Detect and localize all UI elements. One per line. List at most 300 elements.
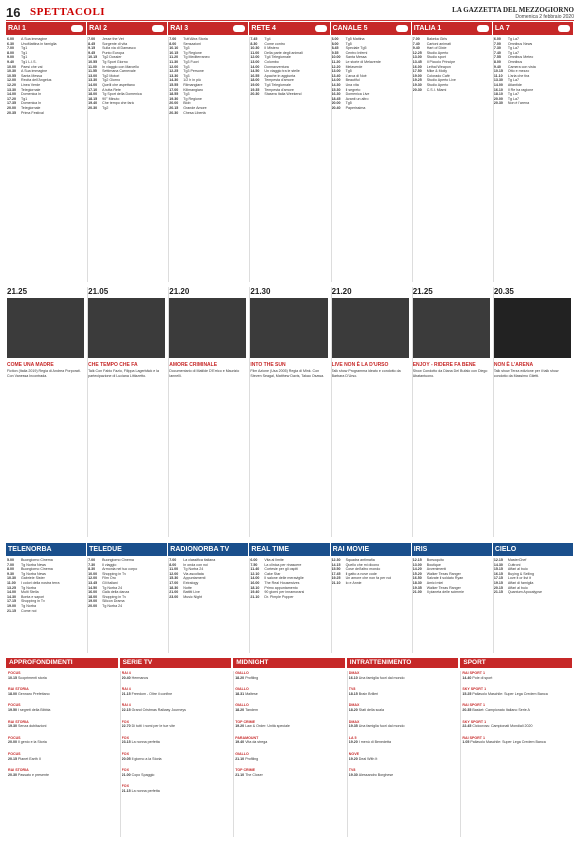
schedule-time: 14.50	[250, 69, 260, 74]
schedule-time: 8.30	[88, 567, 96, 572]
schedule-show: Il Mistero	[264, 46, 279, 51]
schedule-time: 12.15	[412, 558, 422, 562]
program-title: La nonna perfetta	[131, 740, 160, 745]
schedule-time: 8.00	[169, 41, 177, 46]
schedule-time: 13.30	[493, 78, 503, 83]
schedule-show: Tg La7	[507, 96, 520, 101]
schedule-show: Tg Sport Giorno	[102, 59, 128, 64]
channel-bar-teledue[interactable]: TELEDUE	[87, 543, 168, 556]
schedule-time: 12.20	[7, 82, 16, 87]
featured-subtitle: Show Condotto da Diana Del Bufalo con Diego Abatantuono.	[412, 369, 488, 378]
channel-bar-la-7[interactable]: LA 7	[493, 22, 574, 35]
program-time: 19.30	[348, 772, 359, 777]
schedule-row	[494, 101, 571, 106]
channel-label: RAI STORIA	[8, 687, 29, 692]
schedule-time: 10.15	[88, 55, 98, 60]
schedule-time: 8.00	[169, 562, 177, 567]
schedule-show: Tg4 Telegiornale	[264, 55, 291, 60]
entry-spacer	[8, 745, 116, 752]
schedule-show: Domenica In	[21, 101, 42, 106]
schedule-show: Domenica In	[21, 92, 42, 97]
schedule-show: Tg Norba News	[21, 571, 46, 576]
schedule-show: Tg1	[21, 55, 28, 60]
schedule-time: 17.20	[7, 96, 16, 101]
schedule-time: 8.00	[7, 50, 14, 55]
schedule-show: Il segreto	[345, 87, 361, 92]
schedule-time: 9.30	[7, 571, 14, 576]
channel-bar-real-time[interactable]: REAL TIME	[249, 543, 330, 556]
channel-bar-iris[interactable]: IRIS	[412, 543, 493, 556]
schedule-show: Come noi	[21, 608, 37, 613]
schedule-show: Buongiorno Cinema	[21, 567, 53, 572]
column-divider	[120, 671, 121, 837]
program-title: Il genio e la Storia	[18, 740, 47, 745]
channel-label: DMAX	[348, 719, 360, 724]
schedule-time: 14.00	[7, 590, 16, 595]
schedule-time: 12.25	[169, 69, 179, 74]
featured-photo	[169, 298, 246, 358]
section-band-approfondimenti: APPROFONDIMENTI	[6, 658, 120, 668]
schedule-show: Tg La7	[507, 37, 520, 41]
program-title: Stati della scala	[358, 707, 384, 712]
program-time: 14.40	[462, 675, 473, 680]
schedule-time: 6.00	[331, 37, 339, 41]
channel-logo-icon	[558, 25, 570, 32]
entry-spacer	[462, 713, 570, 720]
schedule-show: Studio sport	[426, 55, 446, 60]
schedule-show: MasterChef	[507, 558, 527, 562]
schedule-show: Settimana Carnevale	[102, 69, 136, 74]
schedule-time: 8.45	[88, 41, 96, 46]
program-time: 19.40	[235, 740, 246, 745]
schedule-time: 13.00	[412, 55, 422, 60]
program-title: Pole di sport	[472, 675, 493, 680]
schedule-time: 15.50	[331, 567, 341, 572]
schedule-show: Notte	[183, 585, 192, 590]
schedule-show: Buongiorno Cinema	[21, 558, 53, 562]
featured-subtitle: Talk Con Fabio Fazio, Filippa Lagerbäck e la partecipazione di Luciana Littizzetto.	[88, 369, 160, 378]
program-time: 20.05	[121, 756, 132, 761]
schedule-show: Quello che mi dicono	[345, 562, 380, 567]
program-time: 21.15	[121, 788, 132, 793]
channel-label: PARAMOUNT	[235, 735, 259, 740]
schedule-time: 21.00	[169, 590, 179, 595]
channel-bar-italia-1[interactable]: ITALIA 1	[412, 22, 493, 35]
channel-label: TV8	[348, 687, 356, 692]
schedule-time: 9.40	[493, 64, 501, 69]
schedule-show: Affari al buio	[507, 585, 528, 590]
schedule-show: Gli italiani	[102, 580, 118, 585]
schedules_top-column-2	[88, 37, 165, 282]
schedule-show: In onda con noi	[183, 562, 208, 567]
channel-bar-rai-1[interactable]: RAI 1	[6, 22, 87, 35]
channel-label: SKY SPORT 1	[462, 687, 487, 692]
schedule-time: 16.55	[250, 73, 260, 78]
schedule-show: Beautiful	[345, 78, 360, 83]
channel-bar-rai-movie[interactable]: RAI MOVIE	[331, 543, 412, 556]
schedule-time: 20.30	[250, 92, 260, 97]
schedule-show: Boutique	[426, 562, 441, 567]
schedule-time: 11.00	[88, 64, 97, 69]
channel-label: RAI SPORT 1	[462, 735, 485, 740]
program-title: Maltese	[245, 691, 258, 696]
featured-photo	[413, 298, 490, 358]
entry-spacer	[8, 729, 116, 736]
program-title: Gennaro Prefettano	[18, 691, 50, 696]
schedule-show: Love it or list it	[507, 576, 531, 581]
schedule-show: Bonta e sapori	[21, 594, 45, 599]
schedule-time: 10.15	[169, 50, 179, 55]
schedule-show: In viaggio con Marcello	[102, 64, 139, 69]
schedule-time: 10.00	[331, 55, 341, 60]
schedule-show: Gabriele Sister	[21, 576, 45, 581]
schedule-time: 11.20	[169, 55, 179, 60]
channel-label: FOX	[121, 735, 129, 740]
schedule-show: Grande Amore	[183, 105, 207, 110]
schedule-time: 16.15	[493, 571, 503, 576]
schedule-show: Sulla via di Damasco	[102, 46, 136, 51]
channel-label: GIALLO	[235, 751, 249, 756]
schedule-show: Multi Stella	[21, 590, 39, 595]
schedule-time: 10.30	[7, 576, 16, 581]
featured-photo	[88, 298, 165, 358]
schedule-time: 12.15	[493, 558, 503, 562]
schedule-time: 15.30	[331, 87, 341, 92]
channel-bar-radionorba-tv[interactable]: RADIONORBA TV	[168, 543, 249, 556]
program-title: Una famiglia fuori dal mondo	[358, 724, 405, 729]
schedule-time: 5.00	[7, 558, 14, 562]
schedule-time: 18.30	[412, 580, 422, 585]
featured-subtitle: Talk show Programma ideato e condotto da Barbara D'Urso.	[331, 369, 401, 378]
schedule-show: Silicon Drama	[102, 599, 125, 604]
schedule-time: 15.30	[169, 576, 179, 581]
schedule-show: Speciale Tg5	[345, 46, 367, 51]
schedule-show: Colorado Cafè	[426, 73, 450, 78]
serie-tv-list	[122, 671, 230, 837]
schedule-time: 20.40	[331, 105, 341, 110]
program-title: Di tutti i nomi per le tue vite	[131, 724, 175, 729]
schedule-row	[494, 590, 571, 595]
featured-photo	[332, 298, 409, 358]
schedule-time: 7.00	[7, 46, 14, 51]
channel-bar-telenorba[interactable]: TELENORBA	[6, 543, 87, 556]
schedule-show: Tempesta d'amore	[264, 87, 294, 92]
schedule-show: Domenica Live	[345, 92, 370, 97]
schedule-time: 9.45	[88, 50, 96, 55]
column-divider	[249, 37, 250, 282]
schedule-show: Che tempo che farà	[102, 101, 134, 106]
schedule-show: 90 giorni per innamorarsi	[264, 590, 305, 595]
program-title: Pallavolo Maschile: Super Lega Credem Banca	[470, 740, 546, 745]
program-title: Pallavolo Maschile: Super Lega Credem Banca	[472, 691, 548, 696]
featured-subtitle: Film Azione (Usa 2005) Regia di Mink. Con Steven Seagal, Matthew Davis, Takao Osawa.	[250, 369, 325, 378]
schedule-show: Camera con vista	[507, 64, 536, 69]
program-time: 22.15	[121, 707, 132, 712]
program-time: 19.35	[348, 724, 359, 729]
schedule-show: Tg Norba	[21, 585, 36, 590]
program-title: Ciclocross: Campionati Mondiali 2020	[472, 724, 533, 729]
schedule-show: Primo appuntamento	[264, 585, 298, 590]
schedule-show: Armonia nel tuo corpo	[102, 567, 138, 572]
schedules_top-column-3	[169, 37, 246, 282]
schedule-time: 9.00	[7, 55, 14, 60]
schedule-show: Tg La7	[507, 78, 520, 83]
schedule-time: 11.10	[493, 73, 503, 78]
section-band-serie-tv: SERIE TV	[120, 658, 234, 668]
schedule-show: Appuntamenti	[183, 576, 206, 581]
program-time: 20.35	[462, 707, 473, 712]
schedule-time: 13.00	[412, 562, 422, 567]
entry-spacer	[462, 729, 570, 736]
channel-label: LA 5	[348, 735, 357, 740]
channel-label: GIALLO	[235, 671, 249, 675]
schedule-show: Studio Aperto	[426, 82, 449, 87]
schedule-time: 13.30	[7, 87, 16, 92]
schedule-show: Centro Inferni	[345, 50, 368, 55]
schedule-show: Vita al limite	[264, 558, 284, 562]
entry-spacer	[349, 713, 457, 720]
schedule-time: 7.00	[169, 37, 177, 41]
column-divider	[460, 671, 461, 837]
schedules_mid-column-2	[88, 558, 165, 653]
schedule-show: Quantum Apocalypse	[507, 590, 543, 595]
entry-spacer	[122, 696, 230, 703]
schedule-time: 19.35	[250, 87, 260, 92]
schedule-time: 14.00	[493, 82, 503, 87]
schedule-show: A Sua immagine	[21, 69, 48, 74]
schedule-show: Squadra antimafia	[345, 558, 375, 562]
schedules_mid-column-6	[413, 558, 490, 653]
entry-spacer	[349, 680, 457, 687]
schedule-show: Tg1 L.I.S.	[21, 59, 37, 64]
schedule-show: Otto e mezzo	[507, 69, 530, 74]
schedule-time: 13.00	[88, 73, 98, 78]
schedule-time: 14.00	[7, 92, 16, 97]
schedule-show: Rilmangiare	[183, 82, 203, 87]
schedule-show: Atlantide	[507, 82, 522, 87]
schedule-show: Tg2 Dossier	[102, 55, 122, 60]
channel-bar-canale-5[interactable]: CANALE 5	[331, 22, 412, 35]
schedule-time: 19.00	[250, 82, 260, 87]
program-title: Vita da strega	[245, 740, 268, 745]
schedule-show: Omnibus	[507, 59, 523, 64]
entry-spacer	[8, 680, 116, 687]
schedule-show: Tg3	[183, 64, 190, 69]
featured-photo	[7, 298, 84, 358]
schedule-time: 13.40	[331, 73, 341, 78]
schedule-show: Telegiornale	[21, 105, 41, 110]
program-time: 15.25	[462, 691, 473, 696]
schedule-time: 19.00	[412, 73, 422, 78]
schedule-show: Tg3 Persone	[183, 69, 204, 74]
channel-logo-icon	[315, 25, 327, 32]
schedule-time: 12.00	[169, 64, 179, 69]
schedule-show: Recita dell'Angelus	[21, 78, 52, 83]
masthead	[452, 6, 574, 20]
schedule-time: 16.00	[412, 64, 422, 69]
schedule-show: Tg Mediterraneo	[183, 55, 210, 60]
schedule-show: Tg Regione	[183, 50, 202, 55]
channel-label: DMAX	[348, 671, 360, 675]
entry-spacer	[122, 761, 230, 768]
schedule-time: 11.00	[250, 50, 260, 55]
schedule-time: 17.10	[88, 87, 98, 92]
schedule-time: 14.20	[412, 567, 422, 572]
schedule-time: 14.30	[7, 594, 16, 599]
program-time: 19.20	[348, 740, 359, 745]
channel-label: TOP CRIME	[235, 768, 256, 773]
schedule-show: Cartoni animati	[426, 41, 451, 46]
schedule-time: 7.00	[88, 558, 96, 562]
schedule-show: Come contro	[264, 41, 285, 46]
schedule-time: 9.15	[88, 46, 96, 51]
program-time: 18.20	[235, 675, 246, 680]
program-time: 20.15	[8, 756, 18, 761]
schedule-time: 11.30	[169, 59, 179, 64]
featured-time: 20.35	[493, 287, 514, 296]
channel-bar-rai-3[interactable]: RAI 3	[168, 22, 249, 35]
schedule-time: 16.50	[412, 576, 422, 581]
schedule-show: Tg3	[183, 92, 190, 97]
program-title: Planet Earth II	[18, 756, 41, 761]
schedule-time: 16.00	[88, 590, 98, 595]
entry-spacer	[462, 745, 570, 752]
schedule-time: 21.10	[331, 580, 341, 585]
schedule-show: La classifica italiana	[183, 558, 216, 562]
program-time: 19.30	[8, 724, 18, 729]
schedule-time: 17.35	[7, 101, 16, 106]
schedule-time: 10.10	[169, 46, 179, 51]
program-title: La nonna perfetta	[131, 788, 160, 793]
schedule-time: 10.55	[7, 73, 16, 78]
schedule-show: Blob	[183, 101, 191, 106]
entry-spacer	[462, 696, 570, 703]
schedule-time: 6.00	[7, 37, 14, 41]
program-title: I segreti della Bibbia	[18, 707, 51, 712]
schedule-show: Cuttroni	[507, 562, 521, 567]
section-band-intrattenimento: INTRATTENIMENTO	[347, 658, 461, 668]
program-title: Law & Order: Unità speciale	[245, 724, 290, 729]
program-title: Una famiglia fuori dal mondo	[358, 675, 405, 680]
featured-title: CHE TEMPO CHE FA	[88, 362, 138, 368]
schedule-show: Galà della danza	[102, 590, 130, 595]
schedule-time: 14.50	[88, 585, 98, 590]
program-time: 20.30	[8, 772, 18, 777]
schedule-time: 7.50	[250, 562, 258, 567]
program-time: 21.15	[121, 691, 132, 696]
schedule-time: 7.00	[169, 558, 177, 562]
schedule-time: 13.30	[88, 78, 98, 83]
schedule-show: Lethal Weapon	[426, 64, 451, 69]
schedule-show: Tg5	[345, 69, 352, 74]
schedule-row	[250, 595, 327, 600]
schedule-time: 10.00	[88, 571, 98, 576]
schedule-show: La clinica per rinascere	[264, 562, 302, 567]
entry-spacer	[235, 745, 343, 752]
schedule-show: Santa Messa	[21, 73, 42, 78]
entry-spacer	[8, 696, 116, 703]
program-title: Copo Spaggio	[131, 772, 155, 777]
schedule-time: 17.45	[331, 571, 341, 576]
section-band-midnight: MIDNIGHT	[233, 658, 347, 668]
entry-spacer	[235, 761, 343, 768]
schedule-time: 14.00	[250, 576, 260, 581]
schedule-show: Linea Verde	[21, 82, 41, 87]
program-time: 18.20	[235, 707, 246, 712]
schedule-show: Prima Festival	[21, 110, 44, 115]
channel-logo-icon	[233, 25, 245, 32]
channel-label: RAI STORIA	[8, 719, 29, 724]
program-time: 23.15	[121, 740, 132, 745]
program-title: Profiling	[245, 675, 259, 680]
schedule-show: Buying & Selling	[507, 571, 535, 576]
schedule-row	[7, 609, 84, 614]
entry-spacer	[122, 777, 230, 784]
channel-label: FOX	[121, 784, 129, 789]
schedule-time: 19.40	[88, 101, 98, 106]
schedule-show: Tg La7	[507, 50, 520, 55]
schedule-time: 13.30	[169, 73, 179, 78]
program-time: 18.15	[348, 691, 359, 696]
schedule-time: 10.15	[493, 69, 503, 74]
schedule-show: Una vita	[345, 82, 359, 87]
schedule-time: 17.50	[412, 69, 422, 74]
schedule-time: 20.00	[7, 105, 16, 110]
schedule-time: 19.35	[412, 585, 422, 590]
channel-bar-cielo[interactable]: CIELO	[493, 543, 574, 556]
channel-bar-rete-4[interactable]: RETE 4	[249, 22, 330, 35]
schedule-show: I colori della nostra terra	[21, 580, 60, 585]
channel-label: NOVE	[348, 751, 359, 756]
schedule-show: Walker Texas Ranger	[426, 571, 461, 576]
schedule-row	[250, 92, 327, 97]
entry-spacer	[235, 713, 343, 720]
schedule-time: 20.30	[169, 110, 179, 115]
featured-title: COME UNA MADRE	[7, 362, 54, 368]
program-time: 19.20	[348, 756, 359, 761]
schedule-time: 21.10	[250, 594, 260, 599]
column-divider	[412, 558, 413, 653]
featured-title: INTO THE SUN	[250, 362, 286, 368]
schedule-show: Un viaggio tra le stelle	[264, 69, 300, 74]
channel-label: DMAX	[348, 703, 360, 708]
bottom-section-bands	[6, 658, 574, 668]
schedule-time: 7.30	[88, 562, 96, 567]
schedule-show: Tg Norba News	[21, 562, 46, 567]
schedule-show: Borsoquito	[426, 558, 444, 562]
schedule-show: Amici miei	[426, 580, 444, 585]
column-divider	[493, 37, 494, 282]
schedule-time: 15.15	[493, 567, 503, 572]
schedule-time: 20.30	[493, 101, 503, 106]
entry-spacer	[122, 729, 230, 736]
channel-bar-rai-2[interactable]: RAI 2	[87, 22, 168, 35]
column-divider	[87, 37, 88, 282]
program-time: 18.00	[8, 691, 18, 696]
featured-title: NON È L'ARENA	[493, 362, 534, 368]
schedule-time: 11.00	[169, 567, 179, 572]
column-divider	[331, 287, 332, 537]
channel-label: FOX	[121, 751, 129, 756]
featured-photo	[250, 298, 327, 358]
schedule-show: Il Piccolo Principe	[426, 59, 456, 64]
featured-time: 21.30	[250, 287, 271, 296]
schedule-time: 7.40	[493, 50, 501, 55]
schedule-show: 1/2 h in più	[183, 78, 201, 83]
entry-spacer	[122, 680, 230, 687]
schedule-show: Tg2 Motori	[102, 73, 120, 78]
schedule-time: 18.15	[88, 96, 98, 101]
